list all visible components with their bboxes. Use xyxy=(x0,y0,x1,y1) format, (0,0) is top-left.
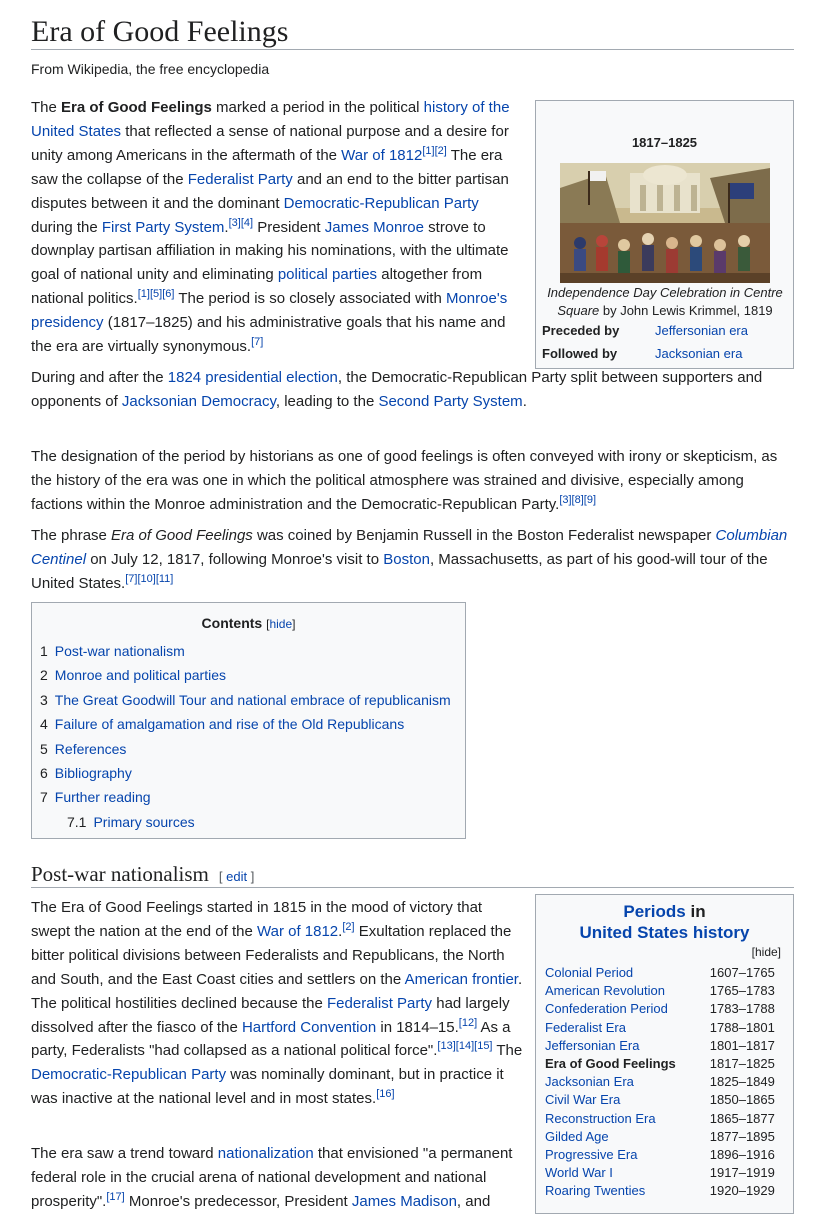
periods-table xyxy=(545,964,787,1201)
table-row: Civil War Era 1850–1865 xyxy=(545,1092,775,1108)
section-heading: Post-war nationalism [ edit ] xyxy=(31,862,255,886)
sidebar-hide-button[interactable]: [hide] xyxy=(751,945,781,959)
link-periods[interactable]: Periods xyxy=(623,902,686,921)
infobox-painting[interactable] xyxy=(560,163,770,283)
toc-list xyxy=(40,639,451,834)
toc-title: Contents [hide] xyxy=(201,615,296,631)
current-period: Era of Good Feelings xyxy=(545,1056,676,1072)
link-james-madison[interactable]: James Madison xyxy=(351,1192,457,1210)
citation[interactable]: [17] xyxy=(106,1190,125,1203)
citation[interactable]: [1] xyxy=(137,288,150,301)
section-paragraph-2: The era saw a trend toward nationalization that envisioned "a permanent federal role in the crucial arena of national development and national prosperity".[17] Monroe's predecessor, President James Madison, and xyxy=(31,1145,513,1210)
link-jacksonian-democracy[interactable]: Jacksonian Democracy xyxy=(121,392,276,410)
toc-item[interactable]: 7 Further reading xyxy=(40,789,151,806)
citation[interactable]: [8] xyxy=(571,493,584,506)
toc-item[interactable]: 6 Bibliography xyxy=(40,765,132,782)
infobox xyxy=(535,100,794,369)
citation[interactable]: [6] xyxy=(162,288,175,301)
link-history-of-us[interactable]: history of the United States xyxy=(31,99,510,140)
page-title: Era of Good Feelings xyxy=(31,15,289,48)
title-divider xyxy=(31,49,794,50)
link-james-monroe[interactable]: James Monroe xyxy=(324,218,424,236)
citation[interactable]: [10] xyxy=(137,572,156,585)
link-american-frontier[interactable]: American frontier xyxy=(404,970,518,988)
link-1824-election[interactable]: 1824 presidential election xyxy=(167,369,338,386)
table-row: Colonial Period 1607–1765 xyxy=(545,965,775,980)
infobox-image-caption: Independence Day Celebration in Centre Square by John Lewis Krimmel, 1819 xyxy=(547,285,783,318)
citation[interactable]: [3] xyxy=(559,493,572,506)
link-nationalization[interactable]: nationalization xyxy=(217,1145,314,1162)
citation[interactable]: [7] xyxy=(251,336,264,349)
citation[interactable]: [13] xyxy=(437,1040,456,1053)
toc-item[interactable]: 3 The Great Goodwill Tour and national embrace of republicanism xyxy=(40,691,451,708)
citation[interactable]: [12] xyxy=(458,1016,478,1029)
citation[interactable]: [5] xyxy=(149,288,163,301)
table-row: Jeffersonian Era 1801–1817 xyxy=(545,1037,775,1053)
citation[interactable]: [2] xyxy=(434,144,447,157)
period-link[interactable]: Civil War Era xyxy=(545,1092,621,1108)
toc-item[interactable]: 4 Failure of amalgamation and rise of the Old Republicans xyxy=(40,716,405,733)
table-of-contents xyxy=(31,602,466,839)
table-row: Confederation Period 1783–1788 xyxy=(545,1001,775,1017)
infobox-followed-row xyxy=(542,345,787,363)
citation[interactable]: [1] xyxy=(422,144,435,157)
period-link[interactable]: Jacksonian Era xyxy=(545,1074,634,1090)
period-link[interactable]: Reconstruction Era xyxy=(545,1110,656,1126)
citation[interactable]: [14] xyxy=(455,1040,475,1053)
period-link[interactable]: Federalist Era xyxy=(545,1019,626,1035)
toc-hide-button[interactable]: hide xyxy=(269,617,293,631)
link-second-party-system[interactable]: Second Party System xyxy=(378,392,523,410)
period-link[interactable]: Roaring Twenties xyxy=(545,1183,646,1199)
link-columbian-centinel[interactable]: Columbian Centinel xyxy=(31,527,788,568)
toc-item[interactable]: 5 References xyxy=(40,740,127,757)
preceded-by-label: Preceded by xyxy=(542,323,620,338)
followed-by-link[interactable]: Jacksonian era xyxy=(655,346,743,361)
link-war-of-1812[interactable]: War of 1812 xyxy=(341,146,423,164)
link-boston[interactable]: Boston xyxy=(383,550,430,568)
toc-subitem[interactable]: 7.1 Primary sources xyxy=(67,813,195,830)
infobox-dates: 1817–1825 xyxy=(631,135,698,150)
table-row: Reconstruction Era 1865–1877 xyxy=(545,1110,775,1126)
citation[interactable]: [9] xyxy=(583,493,597,506)
table-row: World War I 1917–1919 xyxy=(545,1165,775,1181)
citation[interactable]: [2] xyxy=(342,920,355,933)
table-row: Gilded Age 1877–1895 xyxy=(545,1128,775,1144)
toc-item[interactable]: 1 Post-war nationalism xyxy=(40,643,185,659)
link-war-of-1812[interactable]: War of 1812 xyxy=(257,922,339,940)
citation[interactable]: [11] xyxy=(155,572,174,585)
link-democratic-republican-party[interactable]: Democratic-Republican Party xyxy=(31,1066,227,1084)
periods-sidebar xyxy=(535,894,794,1214)
table-row: Jacksonian Era 1825–1849 xyxy=(545,1074,775,1090)
table-row: American Revolution 1765–1783 xyxy=(545,983,775,999)
link-political-parties[interactable]: political parties xyxy=(277,266,378,284)
period-link[interactable]: Colonial Period xyxy=(545,965,634,980)
link-democratic-republican-party[interactable]: Democratic-Republican Party xyxy=(283,194,479,212)
preceded-by-link[interactable]: Jeffersonian era xyxy=(655,323,748,338)
citation[interactable]: [7] xyxy=(125,572,138,585)
toc-item[interactable]: 2 Monroe and political parties xyxy=(40,667,227,684)
followed-by-label: Followed by xyxy=(542,346,618,361)
period-link[interactable]: American Revolution xyxy=(545,983,665,999)
link-federalist-party[interactable]: Federalist Party xyxy=(327,994,433,1012)
link-first-party-system[interactable]: First Party System xyxy=(101,218,225,236)
period-link[interactable]: Gilded Age xyxy=(545,1128,609,1144)
intro-paragraph: The Era of Good Feelings marked a period in the political history of the United States that reflected a sense of national purpose and a desire for unity among Americans in the aftermath of the War of 1812[1][2] The era saw the collapse of the Federalist Party and an end to the bitter partisan disputes between it and the dominant Democratic-Republican Party during the First Party System.[3][4] President James Monroe strove to downplay partisan affiliation in making his nominations, with the ultimate goal of national unity and eliminating political parties altogether from national politics.[1][5][6] The period is so closely associated with Monroe's presidency (1817–1825) and his administrative goals that his name and the era are virtually synonymous.[7] xyxy=(31,99,510,356)
link-monroe-presidency[interactable]: Monroe's presidency xyxy=(31,290,508,332)
period-link[interactable]: World War I xyxy=(545,1165,613,1181)
citation[interactable]: [15] xyxy=(474,1040,493,1053)
period-link[interactable]: Confederation Period xyxy=(545,1001,668,1017)
citation[interactable]: [3] xyxy=(228,216,241,229)
section-paragraph-1: The Era of Good Feelings started in 1815 in the mood of victory that swept the nation at the end of the War of 1812.[2] Exultation replaced the bitter political divisions between Federalists and Republicans, the North and South, and the East Coast cities and settlers on the American frontier. The political hostilities declined because the Federalist Party had largely dissolved after the fiasco of the Hartford Convention in 1814–15.[12] As a party, Federalists "had collapsed as a national political force".[13][14][15] The Democratic-Republican Party was nominally dominant, but in practice it was inactive at the national level and in most states.[16] xyxy=(31,899,523,1108)
sidebar-title: Periods in United States history xyxy=(579,902,750,942)
table-row: Progressive Era 1896–1916 xyxy=(545,1147,775,1163)
period-link[interactable]: Progressive Era xyxy=(545,1147,638,1163)
paragraph-4: The phrase Era of Good Feelings was coined by Benjamin Russell in the Boston Federalist newspaper Columbian Centinel on July 12, 1817, following Monroe's visit to Boston, Massachusetts, as part of his good-will tour of the United States.[7][10][11] xyxy=(31,527,788,592)
citation[interactable]: [4] xyxy=(240,216,254,229)
table-row-current: Era of Good Feelings 1817–1825 xyxy=(545,1055,787,1073)
table-row: Roaring Twenties 1920–1929 xyxy=(545,1183,775,1199)
period-link[interactable]: Jeffersonian Era xyxy=(545,1037,640,1053)
table-row: Federalist Era 1788–1801 xyxy=(545,1019,775,1035)
link-hartford-convention[interactable]: Hartford Convention xyxy=(241,1018,377,1036)
paragraph-3: The designation of the period by historians as one of good feelings is often conveyed with irony or skepticism, as the history of the era was one in which the political atmosphere was strained and divisive, especially among factions within the Monroe administration and the Democratic-Republican Party.[3][8][9] xyxy=(31,448,778,513)
paragraph-2: During and after the 1824 presidential election, the Democratic-Republican Party split between supporters and opponents of Jacksonian Democracy, leading to the Second Party System. xyxy=(31,369,763,410)
edit-section-link[interactable]: edit xyxy=(226,869,248,884)
link-federalist-party[interactable]: Federalist Party xyxy=(187,170,293,188)
citation[interactable]: [16] xyxy=(376,1088,395,1101)
infobox-preceded-row xyxy=(542,322,787,340)
section-divider xyxy=(31,887,794,888)
tagline: From Wikipedia, the free encyclopedia xyxy=(31,61,270,77)
link-us-history[interactable]: United States history xyxy=(579,923,750,942)
